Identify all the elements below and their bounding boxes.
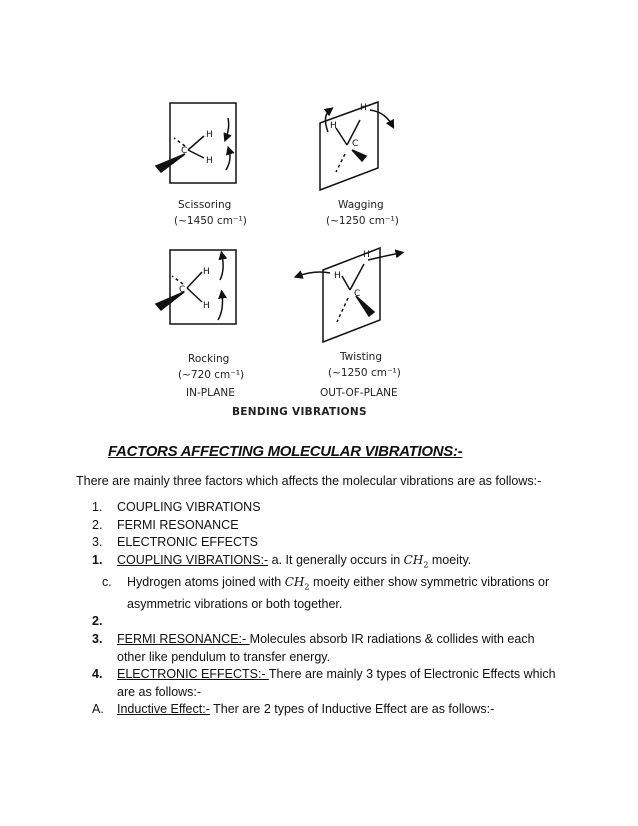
fermi-resonance-item [92, 631, 562, 666]
coupling-subitem-c [92, 574, 562, 614]
twisting-atom-h1: H [334, 271, 341, 281]
coupling-text-pre: a. It generally occurs in [268, 552, 404, 567]
scissoring-atom-c: C [181, 146, 188, 156]
formula-var: CH [403, 552, 424, 567]
rocking-atom-h2: H [203, 301, 210, 311]
coupling-vibrations-item [92, 552, 562, 574]
wagging-atom-h1: H [330, 121, 337, 131]
wagging-atom-c: C [352, 139, 359, 149]
list-item-text: COUPLING VIBRATIONS [117, 500, 261, 514]
ch2-formula [403, 552, 429, 570]
twisting-label: Twisting [340, 351, 383, 363]
list-letter: c. [102, 574, 112, 589]
list-item-text: ELECTRONIC EFFECTS [117, 535, 258, 550]
figure-caption: BENDING VIBRATIONS [232, 406, 367, 418]
inductive-effect-item [92, 701, 562, 719]
twisting-diagram [298, 248, 400, 342]
list-item-text: FERMI RESONANCE [117, 517, 239, 532]
fermi-title: FERMI RESONANCE:- [117, 631, 250, 646]
coupling-title: COUPLING VIBRATIONS:- [117, 552, 269, 567]
wagging-label: Wagging [338, 199, 384, 211]
wagging-frequency: (~1250 cm⁻¹) [326, 215, 399, 227]
twisting-atom-c: C [354, 289, 361, 299]
coupling-c-text-pre: Hydrogen atoms joined with [127, 574, 285, 589]
twisting-frequency: (~1250 cm⁻¹) [328, 367, 401, 379]
wagging-atom-h2: H [360, 103, 367, 113]
rocking-diagram [156, 250, 236, 324]
scissoring-diagram [156, 103, 236, 183]
ch2-formula [284, 574, 310, 592]
empty-list-item [92, 613, 562, 631]
out-of-plane-label: OUT-OF-PLANE [320, 387, 398, 399]
electronic-text: There are mainly 3 types of Electronic Effects which are as follows:- [117, 667, 556, 699]
list-number: 1. [92, 500, 103, 514]
intro-paragraph: There are mainly three factors which affects the molecular vibrations are as follows:- [76, 474, 542, 488]
formula-sub: 2 [423, 560, 429, 570]
factors-list [92, 499, 562, 719]
formula-sub: 2 [304, 582, 310, 592]
scissoring-label: Scissoring [178, 199, 232, 211]
scissoring-atom-h1: H [206, 130, 213, 140]
rocking-label: Rocking [188, 353, 230, 365]
rocking-atom-h1: H [203, 267, 210, 277]
list-number: 2. [92, 614, 103, 629]
coupling-text-post: moeity. [428, 552, 472, 567]
section-heading: FACTORS AFFECTING MOLECULAR VIBRATIONS:- [108, 443, 463, 460]
in-plane-label: IN-PLANE [186, 387, 235, 399]
inductive-text: Ther are 2 types of Inductive Effect are as follows:- [209, 702, 495, 717]
list-item [92, 517, 562, 535]
scissoring-atom-h2: H [206, 156, 213, 166]
list-number: 3. [92, 631, 103, 646]
list-number: 1. [92, 552, 103, 567]
electronic-effects-item [92, 666, 562, 701]
list-letter: A. [92, 702, 104, 717]
list-item [92, 534, 562, 552]
bending-vibrations-figure [130, 90, 440, 420]
coupling-c-text-post: moeity either show symmetric vibrations or asymmetric vibrations or both together. [127, 574, 550, 611]
list-number: 2. [92, 517, 103, 532]
electronic-title: ELECTRONIC EFFECTS:- [117, 667, 269, 682]
scissoring-frequency: (~1450 cm⁻¹) [174, 215, 247, 227]
fermi-text: Molecules absorb IR radiations & collides with each other like pendulum to transfer energy. [117, 631, 535, 664]
list-item [92, 499, 562, 517]
twisting-atom-h2: H [363, 250, 370, 260]
rocking-frequency: (~720 cm⁻¹) [178, 369, 245, 381]
list-number: 4. [92, 667, 103, 682]
wagging-diagram [320, 102, 392, 190]
inductive-title: Inductive Effect:- [117, 702, 210, 717]
list-number: 3. [92, 535, 103, 550]
rocking-atom-c: C [179, 285, 186, 295]
formula-var: CH [284, 574, 305, 589]
